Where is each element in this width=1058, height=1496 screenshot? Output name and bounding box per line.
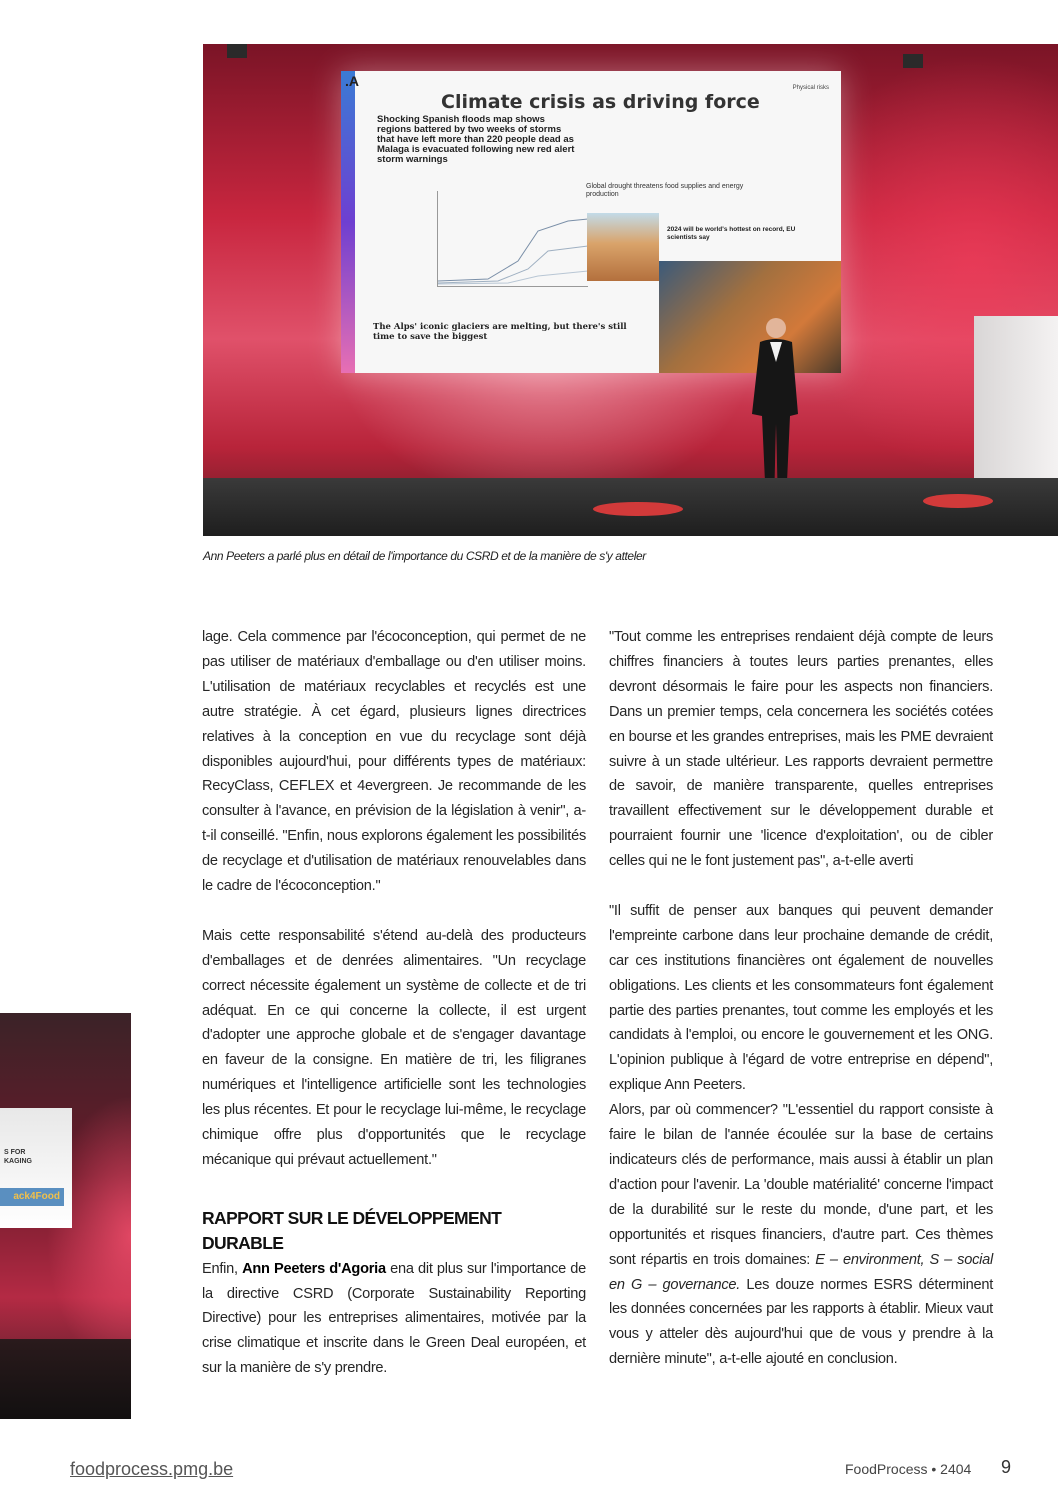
stage-light	[227, 44, 247, 58]
article-column-left	[202, 625, 586, 1381]
paragraph: "Il suffit de penser aux banques qui peuvent demander l'empreinte carbone dans leur prochaine demande de crédit, car ces institutions financières ont également de nouvelles obligations. Les clients et les consommateurs font également partie des parties prenantes, tout comme les employés et les candidats à l'emploi, ou encore le gouvernement et les ONG. L'opinion publique à l'égard de votre entreprise en dépend", explique Ann Peeters.	[609, 902, 993, 1094]
paragraph: lage. Cela commence par l'écoconception, qui permet de ne pas utiliser de matériaux d'emballage ou d'en utiliser moins. L'utilisation de matériaux recyclables et recyclés est une autre stratégie. À cet égard, plusieurs lignes directrices relatives à la conception en vue du recyclage sont déjà disponibles aujourd'hui, pour différents types de matériaux: RecyClass, CEFLEX et 4evergreen. Je recommande de les consulter à l'avance, en prévision de la législation à venir", a-t-il conseillé. "Enfin, nous explorons également les possibilités de recyclage et d'utilisation de matériaux renouvelables dans le cadre de l'écoconception."	[202, 629, 586, 895]
slide-glacier-headline: The Alps' iconic glaciers are melting, but there's still time to save the biggest	[373, 322, 627, 342]
article-column-right	[609, 625, 993, 1372]
slide-headline: Shocking Spanish floods map shows regions battered by two weeks of storms that have left more than 220 people dead as Malaga is evacuated following new red alert storm warnings	[377, 114, 575, 165]
text-span: Les douze normes ESRS déterminent les données concernées par les rapports à établir. Mieux vaut vous y atteler dès aujourd'hui que de vous y prendre à la dernière minute", a-t-elle ajouté en conclusion.	[609, 1276, 993, 1368]
slide-card-hottest: 2024 will be world's hottest on record, EU scientists say	[667, 226, 796, 241]
stage-photo	[203, 44, 1058, 536]
speaker-silhouette	[740, 314, 810, 504]
slide-desert-image	[587, 213, 659, 281]
side-photo-floor	[0, 1339, 131, 1419]
speaker-name: Ann Peeters d'Agoria	[242, 1260, 386, 1277]
paragraph: Mais cette responsabilité s'étend au-delà des producteurs d'emballages et de denrées alimentaires. "Un recyclage correct nécessite également un système de collecte et de tri adéquat. En ce qui concerne la collecte, il est urgent d'adopter une approche globale et de s'engager davantage en faveur de la consigne. En matière de tri, les filigranes numériques et l'intelligence artificielle sont les technologies les plus récentes. Et pour le recyclage lui-même, le recyclage chimique offre plus d'opportunités que le recyclage mécanique qui prévaut actuellement."	[202, 927, 586, 1169]
floor-spot	[923, 494, 993, 508]
paragraph	[609, 1098, 993, 1372]
text-span: Enfin,	[202, 1260, 243, 1277]
slide-card-drought: Global drought threatens food supplies and energy production	[586, 183, 744, 199]
stage-light	[903, 54, 923, 68]
side-photo	[0, 1013, 131, 1419]
photo-caption: Ann Peeters a parlé plus en détail de l'importance du CSRD et de la manière de s'y atteler	[203, 549, 646, 563]
floor-spot	[593, 502, 683, 516]
text-span: ena dit plus sur l'importance de la directive CSRD (Corporate Sustainability Reporting Directive) pour les entreprises alimentaires, motivée par la crise climatique et inscrite dans le Green Deal européen, et sur la manière de s'y prendre.	[202, 1260, 586, 1377]
paragraph	[202, 1257, 586, 1382]
paragraph: "Tout comme les entreprises rendaient déjà compte de leurs chiffres financiers à toutes leurs parties prenantes, elles devront désormais le faire pour les aspects non financiers. Dans un premier temps, cela concernera les sociétés cotées en bourse et les grandes entreprises, mais les PME devraient suivre à un stade ultérieur. Les rapports devraient permettre de savoir, de manière transparente, quelles entreprises travaillent effectivement sur le développement durable et pourraient fournir une 'licence d'exploitation', ou de cibler celles qui ne le font justement pas", a-t-elle averti	[609, 629, 993, 870]
slide-risk-label: Physical risks	[792, 85, 829, 91]
page-number: 9	[1001, 1457, 1012, 1477]
section-heading: RAPPORT SUR LE DÉVELOPPEMENT DURABLE	[202, 1207, 502, 1253]
text-italic: E – environment, S – social en G – governance.	[609, 1251, 993, 1293]
side-photo-screen	[0, 1108, 72, 1228]
text-span: Alors, par où commencer? "L'essentiel du rapport consiste à faire le bilan de l'année écoulée sur la base de certains indicateurs clés de performance, mais aussi à établir un plan d'action pour l'avenir. La 'double matérialité' concerne l'impact de la durabilité sur le reste du monde, d'une part, et les opportunités et risques financiers, d'autre part. Ces thèmes sont répartis en trois domaines:	[609, 1102, 993, 1268]
footer-issue: FoodProcess • 2404	[845, 1461, 972, 1477]
side-photo-screen-text: S FOR KAGING	[4, 1149, 32, 1166]
slide-logo: .A	[345, 73, 359, 89]
slide-mini-chart	[437, 191, 588, 287]
slide-color-bar	[341, 71, 355, 373]
footer-website-link[interactable]: foodprocess.pmg.be	[70, 1459, 234, 1479]
slide-title: Climate crisis as driving force	[441, 91, 760, 113]
side-photo-badge: ack4Food	[0, 1188, 64, 1206]
